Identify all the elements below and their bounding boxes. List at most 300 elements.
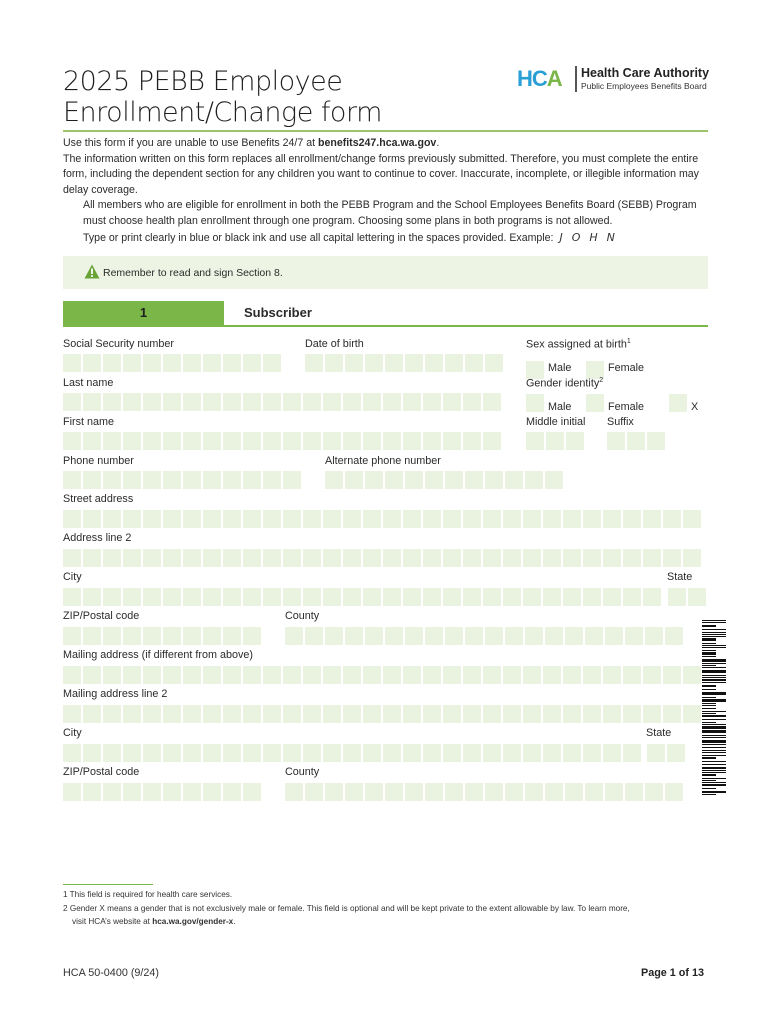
character-cell[interactable] <box>543 705 561 723</box>
character-cell[interactable] <box>103 510 121 528</box>
character-cell[interactable] <box>425 471 443 489</box>
character-cell[interactable] <box>283 471 301 489</box>
character-cell[interactable] <box>383 588 401 606</box>
suffix-field[interactable] <box>607 432 665 450</box>
character-cell[interactable] <box>263 666 281 684</box>
character-cell[interactable] <box>623 705 641 723</box>
character-cell[interactable] <box>523 588 541 606</box>
character-cell[interactable] <box>305 783 323 801</box>
character-cell[interactable] <box>563 666 581 684</box>
character-cell[interactable] <box>663 510 681 528</box>
character-cell[interactable] <box>183 510 201 528</box>
character-cell[interactable] <box>223 705 241 723</box>
character-cell[interactable] <box>243 783 261 801</box>
character-cell[interactable] <box>525 471 543 489</box>
character-cell[interactable] <box>63 393 81 411</box>
character-cell[interactable] <box>163 705 181 723</box>
character-cell[interactable] <box>603 588 621 606</box>
character-cell[interactable] <box>123 432 141 450</box>
gender-x-checkbox[interactable] <box>669 394 687 412</box>
character-cell[interactable] <box>663 705 681 723</box>
character-cell[interactable] <box>465 471 483 489</box>
character-cell[interactable] <box>243 627 261 645</box>
character-cell[interactable] <box>363 588 381 606</box>
character-cell[interactable] <box>647 432 665 450</box>
character-cell[interactable] <box>363 549 381 567</box>
character-cell[interactable] <box>645 783 663 801</box>
character-cell[interactable] <box>505 783 523 801</box>
character-cell[interactable] <box>203 588 221 606</box>
character-cell[interactable] <box>343 744 361 762</box>
character-cell[interactable] <box>163 588 181 606</box>
character-cell[interactable] <box>403 510 421 528</box>
character-cell[interactable] <box>183 744 201 762</box>
character-cell[interactable] <box>463 666 481 684</box>
character-cell[interactable] <box>665 627 683 645</box>
zip-field[interactable] <box>63 627 261 645</box>
character-cell[interactable] <box>503 549 521 567</box>
character-cell[interactable] <box>345 627 363 645</box>
character-cell[interactable] <box>566 432 584 450</box>
character-cell[interactable] <box>163 432 181 450</box>
character-cell[interactable] <box>583 744 601 762</box>
character-cell[interactable] <box>485 627 503 645</box>
character-cell[interactable] <box>603 744 621 762</box>
character-cell[interactable] <box>83 471 101 489</box>
character-cell[interactable] <box>663 549 681 567</box>
mailing-field[interactable] <box>63 666 701 684</box>
character-cell[interactable] <box>143 549 161 567</box>
character-cell[interactable] <box>163 549 181 567</box>
character-cell[interactable] <box>83 627 101 645</box>
street-field[interactable] <box>63 510 701 528</box>
character-cell[interactable] <box>223 783 241 801</box>
character-cell[interactable] <box>503 705 521 723</box>
character-cell[interactable] <box>243 432 261 450</box>
character-cell[interactable] <box>223 393 241 411</box>
character-cell[interactable] <box>523 510 541 528</box>
character-cell[interactable] <box>83 744 101 762</box>
character-cell[interactable] <box>443 549 461 567</box>
character-cell[interactable] <box>123 744 141 762</box>
character-cell[interactable] <box>63 588 81 606</box>
character-cell[interactable] <box>123 471 141 489</box>
character-cell[interactable] <box>483 432 501 450</box>
character-cell[interactable] <box>63 627 81 645</box>
character-cell[interactable] <box>123 627 141 645</box>
character-cell[interactable] <box>383 666 401 684</box>
character-cell[interactable] <box>503 588 521 606</box>
character-cell[interactable] <box>603 666 621 684</box>
character-cell[interactable] <box>385 627 403 645</box>
character-cell[interactable] <box>283 744 301 762</box>
character-cell[interactable] <box>383 393 401 411</box>
character-cell[interactable] <box>445 627 463 645</box>
character-cell[interactable] <box>303 510 321 528</box>
character-cell[interactable] <box>643 666 661 684</box>
character-cell[interactable] <box>403 393 421 411</box>
character-cell[interactable] <box>63 666 81 684</box>
character-cell[interactable] <box>483 666 501 684</box>
character-cell[interactable] <box>505 471 523 489</box>
character-cell[interactable] <box>625 783 643 801</box>
character-cell[interactable] <box>203 666 221 684</box>
character-cell[interactable] <box>325 471 343 489</box>
gender-x-link[interactable]: hca.wa.gov/gender-x <box>152 917 234 926</box>
character-cell[interactable] <box>143 627 161 645</box>
character-cell[interactable] <box>123 549 141 567</box>
character-cell[interactable] <box>405 627 423 645</box>
character-cell[interactable] <box>443 744 461 762</box>
character-cell[interactable] <box>183 432 201 450</box>
character-cell[interactable] <box>345 354 363 372</box>
character-cell[interactable] <box>63 744 81 762</box>
benefits-link[interactable]: benefits247.hca.wa.gov <box>317 137 437 149</box>
character-cell[interactable] <box>283 666 301 684</box>
character-cell[interactable] <box>83 354 101 372</box>
character-cell[interactable] <box>243 393 261 411</box>
character-cell[interactable] <box>123 354 141 372</box>
character-cell[interactable] <box>323 744 341 762</box>
character-cell[interactable] <box>183 354 201 372</box>
character-cell[interactable] <box>143 783 161 801</box>
character-cell[interactable] <box>365 354 383 372</box>
character-cell[interactable] <box>526 432 544 450</box>
character-cell[interactable] <box>583 666 601 684</box>
character-cell[interactable] <box>365 783 383 801</box>
middle-initial-field[interactable] <box>526 432 584 450</box>
character-cell[interactable] <box>463 393 481 411</box>
character-cell[interactable] <box>445 471 463 489</box>
character-cell[interactable] <box>645 627 663 645</box>
character-cell[interactable] <box>563 744 581 762</box>
character-cell[interactable] <box>283 588 301 606</box>
character-cell[interactable] <box>325 627 343 645</box>
character-cell[interactable] <box>603 549 621 567</box>
character-cell[interactable] <box>383 744 401 762</box>
character-cell[interactable] <box>203 510 221 528</box>
character-cell[interactable] <box>565 627 583 645</box>
character-cell[interactable] <box>143 432 161 450</box>
gender-male-checkbox[interactable] <box>526 394 544 412</box>
character-cell[interactable] <box>83 783 101 801</box>
character-cell[interactable] <box>565 783 583 801</box>
character-cell[interactable] <box>285 783 303 801</box>
character-cell[interactable] <box>183 705 201 723</box>
character-cell[interactable] <box>443 588 461 606</box>
character-cell[interactable] <box>63 705 81 723</box>
character-cell[interactable] <box>343 432 361 450</box>
character-cell[interactable] <box>405 471 423 489</box>
character-cell[interactable] <box>263 510 281 528</box>
character-cell[interactable] <box>363 510 381 528</box>
character-cell[interactable] <box>463 432 481 450</box>
character-cell[interactable] <box>103 354 121 372</box>
character-cell[interactable] <box>183 666 201 684</box>
character-cell[interactable] <box>345 783 363 801</box>
character-cell[interactable] <box>405 783 423 801</box>
character-cell[interactable] <box>363 744 381 762</box>
character-cell[interactable] <box>123 666 141 684</box>
dob-field[interactable] <box>305 354 503 372</box>
character-cell[interactable] <box>163 783 181 801</box>
character-cell[interactable] <box>223 588 241 606</box>
zip2-field[interactable] <box>63 783 261 801</box>
character-cell[interactable] <box>525 783 543 801</box>
character-cell[interactable] <box>183 393 201 411</box>
character-cell[interactable] <box>425 783 443 801</box>
character-cell[interactable] <box>183 471 201 489</box>
character-cell[interactable] <box>623 744 641 762</box>
character-cell[interactable] <box>443 432 461 450</box>
state2-field[interactable] <box>647 744 685 762</box>
character-cell[interactable] <box>383 705 401 723</box>
character-cell[interactable] <box>683 549 701 567</box>
character-cell[interactable] <box>243 471 261 489</box>
character-cell[interactable] <box>83 549 101 567</box>
character-cell[interactable] <box>243 588 261 606</box>
character-cell[interactable] <box>123 510 141 528</box>
character-cell[interactable] <box>583 549 601 567</box>
character-cell[interactable] <box>183 783 201 801</box>
character-cell[interactable] <box>143 705 161 723</box>
character-cell[interactable] <box>243 510 261 528</box>
character-cell[interactable] <box>625 627 643 645</box>
character-cell[interactable] <box>667 744 685 762</box>
city-field[interactable] <box>63 588 661 606</box>
character-cell[interactable] <box>483 393 501 411</box>
character-cell[interactable] <box>223 471 241 489</box>
character-cell[interactable] <box>688 588 706 606</box>
character-cell[interactable] <box>443 510 461 528</box>
character-cell[interactable] <box>403 666 421 684</box>
character-cell[interactable] <box>103 705 121 723</box>
character-cell[interactable] <box>143 510 161 528</box>
character-cell[interactable] <box>623 549 641 567</box>
character-cell[interactable] <box>405 354 423 372</box>
character-cell[interactable] <box>303 744 321 762</box>
character-cell[interactable] <box>163 744 181 762</box>
character-cell[interactable] <box>303 705 321 723</box>
character-cell[interactable] <box>463 549 481 567</box>
character-cell[interactable] <box>363 393 381 411</box>
character-cell[interactable] <box>483 549 501 567</box>
character-cell[interactable] <box>423 549 441 567</box>
city2-field[interactable] <box>63 744 641 762</box>
character-cell[interactable] <box>83 588 101 606</box>
character-cell[interactable] <box>203 744 221 762</box>
county-field[interactable] <box>285 627 683 645</box>
character-cell[interactable] <box>643 549 661 567</box>
character-cell[interactable] <box>583 705 601 723</box>
character-cell[interactable] <box>523 705 541 723</box>
character-cell[interactable] <box>443 705 461 723</box>
character-cell[interactable] <box>385 354 403 372</box>
character-cell[interactable] <box>423 510 441 528</box>
character-cell[interactable] <box>525 627 543 645</box>
character-cell[interactable] <box>123 783 141 801</box>
character-cell[interactable] <box>263 354 281 372</box>
character-cell[interactable] <box>143 744 161 762</box>
character-cell[interactable] <box>665 783 683 801</box>
character-cell[interactable] <box>303 666 321 684</box>
character-cell[interactable] <box>363 666 381 684</box>
character-cell[interactable] <box>263 471 281 489</box>
character-cell[interactable] <box>203 705 221 723</box>
character-cell[interactable] <box>203 393 221 411</box>
character-cell[interactable] <box>63 471 81 489</box>
character-cell[interactable] <box>143 666 161 684</box>
character-cell[interactable] <box>283 393 301 411</box>
character-cell[interactable] <box>445 783 463 801</box>
character-cell[interactable] <box>643 705 661 723</box>
gender-female-checkbox[interactable] <box>586 394 604 412</box>
character-cell[interactable] <box>163 393 181 411</box>
character-cell[interactable] <box>243 705 261 723</box>
character-cell[interactable] <box>683 666 701 684</box>
character-cell[interactable] <box>303 432 321 450</box>
state-field[interactable] <box>668 588 706 606</box>
character-cell[interactable] <box>63 432 81 450</box>
character-cell[interactable] <box>425 354 443 372</box>
character-cell[interactable] <box>463 744 481 762</box>
character-cell[interactable] <box>445 354 463 372</box>
character-cell[interactable] <box>483 705 501 723</box>
character-cell[interactable] <box>103 627 121 645</box>
character-cell[interactable] <box>583 588 601 606</box>
character-cell[interactable] <box>563 549 581 567</box>
character-cell[interactable] <box>465 783 483 801</box>
character-cell[interactable] <box>463 510 481 528</box>
character-cell[interactable] <box>585 627 603 645</box>
character-cell[interactable] <box>223 744 241 762</box>
character-cell[interactable] <box>423 666 441 684</box>
character-cell[interactable] <box>425 627 443 645</box>
character-cell[interactable] <box>627 432 645 450</box>
character-cell[interactable] <box>323 393 341 411</box>
county2-field[interactable] <box>285 783 683 801</box>
character-cell[interactable] <box>403 432 421 450</box>
character-cell[interactable] <box>603 705 621 723</box>
character-cell[interactable] <box>123 705 141 723</box>
character-cell[interactable] <box>143 471 161 489</box>
character-cell[interactable] <box>343 510 361 528</box>
character-cell[interactable] <box>583 510 601 528</box>
character-cell[interactable] <box>385 783 403 801</box>
character-cell[interactable] <box>343 666 361 684</box>
character-cell[interactable] <box>283 510 301 528</box>
character-cell[interactable] <box>463 705 481 723</box>
character-cell[interactable] <box>523 744 541 762</box>
address2-field[interactable] <box>63 549 701 567</box>
character-cell[interactable] <box>83 432 101 450</box>
character-cell[interactable] <box>403 588 421 606</box>
character-cell[interactable] <box>523 666 541 684</box>
character-cell[interactable] <box>563 510 581 528</box>
character-cell[interactable] <box>603 510 621 528</box>
character-cell[interactable] <box>283 432 301 450</box>
character-cell[interactable] <box>485 471 503 489</box>
character-cell[interactable] <box>103 588 121 606</box>
character-cell[interactable] <box>243 744 261 762</box>
character-cell[interactable] <box>323 588 341 606</box>
character-cell[interactable] <box>183 627 201 645</box>
character-cell[interactable] <box>243 549 261 567</box>
character-cell[interactable] <box>483 588 501 606</box>
character-cell[interactable] <box>63 354 81 372</box>
character-cell[interactable] <box>385 471 403 489</box>
character-cell[interactable] <box>607 432 625 450</box>
character-cell[interactable] <box>223 510 241 528</box>
character-cell[interactable] <box>83 393 101 411</box>
character-cell[interactable] <box>423 432 441 450</box>
character-cell[interactable] <box>623 588 641 606</box>
character-cell[interactable] <box>163 627 181 645</box>
character-cell[interactable] <box>143 354 161 372</box>
character-cell[interactable] <box>323 549 341 567</box>
character-cell[interactable] <box>647 744 665 762</box>
character-cell[interactable] <box>263 588 281 606</box>
character-cell[interactable] <box>223 432 241 450</box>
character-cell[interactable] <box>483 510 501 528</box>
character-cell[interactable] <box>303 588 321 606</box>
character-cell[interactable] <box>485 354 503 372</box>
character-cell[interactable] <box>605 627 623 645</box>
character-cell[interactable] <box>263 432 281 450</box>
character-cell[interactable] <box>383 510 401 528</box>
character-cell[interactable] <box>203 549 221 567</box>
character-cell[interactable] <box>343 393 361 411</box>
character-cell[interactable] <box>263 744 281 762</box>
character-cell[interactable] <box>223 627 241 645</box>
character-cell[interactable] <box>503 510 521 528</box>
character-cell[interactable] <box>103 783 121 801</box>
character-cell[interactable] <box>423 393 441 411</box>
character-cell[interactable] <box>546 432 564 450</box>
character-cell[interactable] <box>423 705 441 723</box>
character-cell[interactable] <box>643 588 661 606</box>
character-cell[interactable] <box>343 588 361 606</box>
character-cell[interactable] <box>103 471 121 489</box>
character-cell[interactable] <box>443 393 461 411</box>
character-cell[interactable] <box>63 549 81 567</box>
character-cell[interactable] <box>585 783 603 801</box>
character-cell[interactable] <box>545 783 563 801</box>
character-cell[interactable] <box>623 510 641 528</box>
character-cell[interactable] <box>563 705 581 723</box>
character-cell[interactable] <box>483 744 501 762</box>
mailing2-field[interactable] <box>63 705 701 723</box>
character-cell[interactable] <box>465 354 483 372</box>
character-cell[interactable] <box>423 744 441 762</box>
character-cell[interactable] <box>403 705 421 723</box>
character-cell[interactable] <box>263 705 281 723</box>
character-cell[interactable] <box>103 393 121 411</box>
character-cell[interactable] <box>203 783 221 801</box>
character-cell[interactable] <box>545 471 563 489</box>
character-cell[interactable] <box>383 432 401 450</box>
character-cell[interactable] <box>243 666 261 684</box>
character-cell[interactable] <box>163 471 181 489</box>
character-cell[interactable] <box>323 510 341 528</box>
character-cell[interactable] <box>343 705 361 723</box>
character-cell[interactable] <box>83 666 101 684</box>
last-name-field[interactable] <box>63 393 501 411</box>
character-cell[interactable] <box>623 666 641 684</box>
character-cell[interactable] <box>285 627 303 645</box>
character-cell[interactable] <box>363 705 381 723</box>
character-cell[interactable] <box>223 549 241 567</box>
